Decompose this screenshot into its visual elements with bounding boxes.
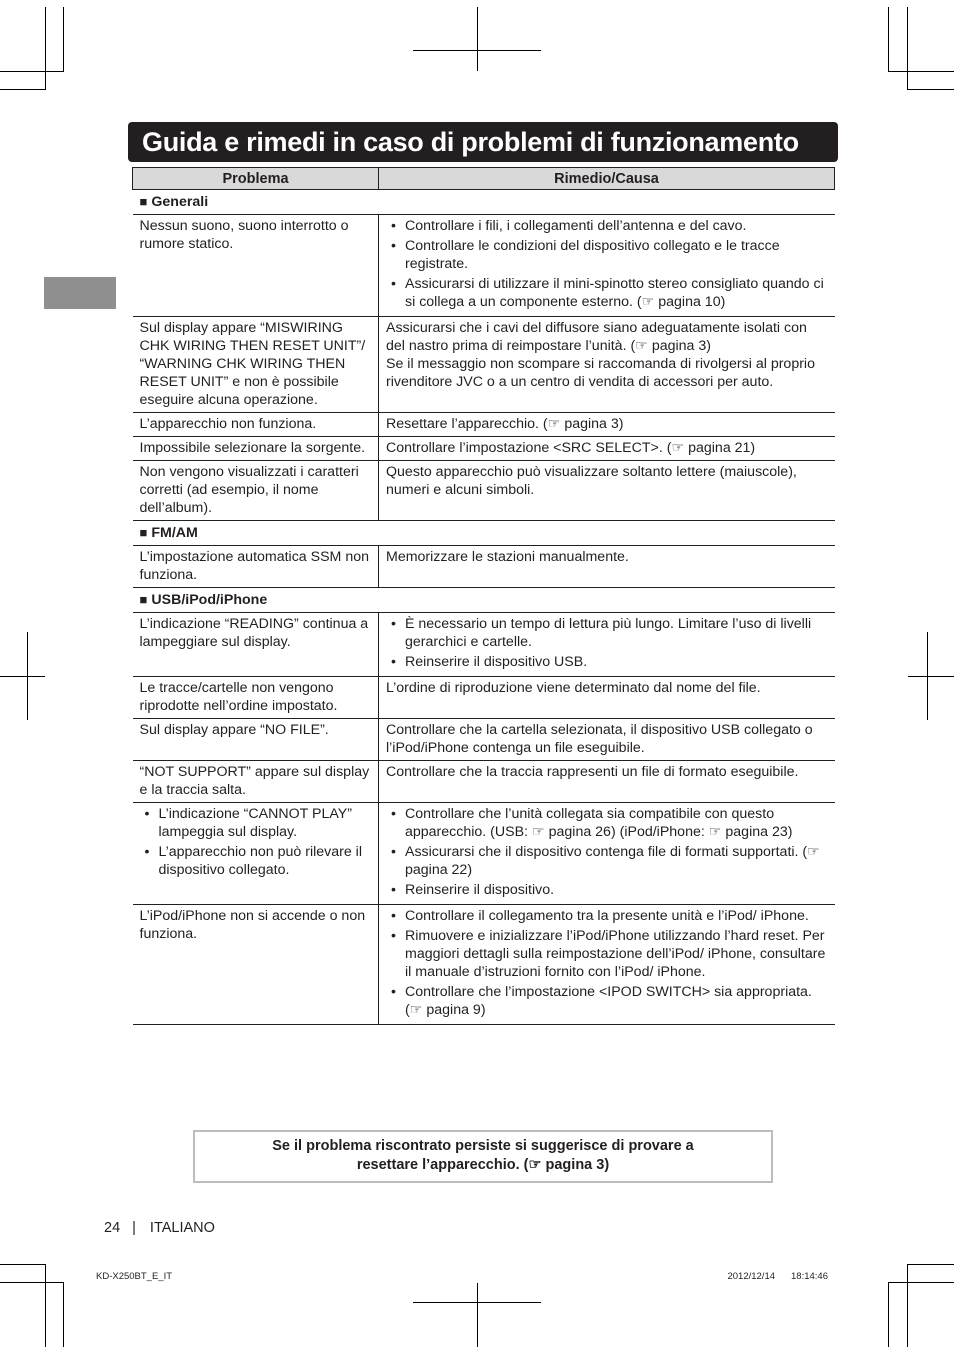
remedy-cell	[379, 905, 835, 1025]
remedy-column-header: Rimedio/Causa	[379, 168, 835, 190]
problem-cell	[133, 905, 379, 1025]
remedy-item: • Assicurarsi che il dispositivo contenga file di formati supportati. (☞ pagina 22)	[386, 843, 829, 879]
remedy-cell	[379, 215, 835, 317]
file-id: KD-X250BT_E_IT	[96, 1271, 173, 1282]
remedy-item: • Controllare che l’unità collegata sia compatibile con questo apparecchio. (USB: ☞ pagina 26) (iPod/iPhone: ☞ pagina 23)	[386, 805, 829, 841]
table-row	[133, 761, 835, 803]
section-title: FM/AM	[151, 525, 198, 541]
remedy-item: • È necessario un tempo di lettura più lungo. Limitare l’uso di livelli gerarchici e cartelle.	[386, 615, 829, 651]
problem-cell	[133, 317, 379, 413]
problem-cell	[133, 215, 379, 317]
remedy-text: Resettare l’apparecchio. (☞ pagina 3)	[386, 416, 624, 432]
table-row	[133, 613, 835, 677]
remedy-cell	[379, 613, 835, 677]
remedy-cell	[379, 761, 835, 803]
problem-text: Sul display appare “NO FILE”.	[139, 722, 329, 738]
remedy-item: • Controllare che l’impostazione <IPOD SWITCH> sia appropriata. (☞ pagina 9)	[386, 983, 829, 1019]
remedy-cell	[379, 803, 835, 905]
table-row	[133, 317, 835, 413]
section-header-cell	[133, 588, 835, 613]
problem-text: L’iPod/iPhone non si accende o non funziona.	[139, 908, 366, 942]
problem-item: • L’indicazione “CANNOT PLAY” lampeggia sul display.	[140, 805, 373, 841]
problem-text: L’impostazione automatica SSM non funziona.	[139, 549, 369, 583]
reset-note-line-1: Se il problema riscontrato persiste si suggerisce di provare a	[272, 1138, 694, 1154]
section-header-row	[133, 190, 835, 215]
problem-cell	[133, 803, 379, 905]
remedy-cell	[379, 317, 835, 413]
remedy-text: Memorizzare le stazioni manualmente.	[386, 549, 629, 565]
problem-cell	[133, 761, 379, 803]
remedy-item: • Reinserire il dispositivo USB.	[386, 653, 829, 671]
section-square-icon: ■	[139, 592, 148, 607]
problem-text: Impossibile selezionare la sorgente.	[139, 440, 366, 456]
section-header-cell	[133, 190, 835, 215]
table-row	[133, 437, 835, 461]
section-square-icon: ■	[139, 194, 148, 209]
print-timestamp	[727, 1271, 828, 1282]
remedy-text: Controllare che la cartella selezionata, il dispositivo USB collegato o l’iPod/iPhone contenga un file eseguibile.	[386, 722, 813, 756]
remedy-item: • Rimuovere e inizializzare l’iPod/iPhone utilizzando l’hard reset. Per maggiori dettagli sulla reimpostazione dell’iPod/ iPhone, consultare il manuale d’istruzioni fornito con l’iPod/ iPhone.	[386, 927, 829, 981]
remedy-cell	[379, 413, 835, 437]
table-row	[133, 803, 835, 905]
footer-language: ITALIANO	[149, 1220, 215, 1236]
problem-text: Le tracce/cartelle non vengono riprodotte nell’ordine impostato.	[139, 680, 338, 714]
remedy-text: Assicurarsi che i cavi del diffusore siano adeguatamente isolati con del nastro prima di reimpostare l’unità. (☞ pagina 3)	[386, 320, 807, 354]
remedy-cell	[379, 677, 835, 719]
remedy-cell	[379, 437, 835, 461]
problem-cell	[133, 719, 379, 761]
table-header-row	[133, 168, 835, 190]
table-row	[133, 677, 835, 719]
remedy-cell	[379, 719, 835, 761]
problem-text: L’indicazione “READING” continua a lampeggiare sul display.	[139, 616, 369, 650]
print-date: 2012/12/14	[727, 1271, 776, 1282]
remedy-list	[386, 615, 829, 671]
troubleshooting-table	[132, 167, 835, 1025]
problem-cell	[133, 677, 379, 719]
section-title: USB/iPod/iPhone	[151, 592, 268, 608]
remedy-text: Controllare che la traccia rappresenti un file di formato eseguibile.	[386, 764, 799, 780]
problem-text: Non vengono visualizzati i caratteri corretti (ad esempio, il nome dell’album).	[139, 464, 359, 516]
problem-cell	[133, 437, 379, 461]
footer-separator: |	[132, 1220, 136, 1236]
section-header-row	[133, 521, 835, 546]
remedy-item: • Controllare le condizioni del dispositivo collegato e le tracce registrate.	[386, 237, 829, 273]
remedy-text: Questo apparecchio può visualizzare soltanto lettere (maiuscole), numeri e alcuni simboli.	[386, 464, 797, 498]
remedy-text: Se il messaggio non scompare si raccomanda di rivolgersi al proprio rivenditore JVC o a un centro di vendita di accessori per auto.	[386, 356, 815, 390]
problem-list	[140, 805, 373, 879]
language-side-tab	[44, 277, 116, 309]
table-row	[133, 546, 835, 588]
print-time: 18:14:46	[791, 1271, 828, 1282]
problem-text: “NOT SUPPORT” appare sul display e la traccia salta.	[139, 764, 370, 798]
section-header-cell	[133, 521, 835, 546]
problem-cell	[133, 461, 379, 521]
remedy-cell	[379, 461, 835, 521]
remedy-item: • Assicurarsi di utilizzare il mini-spinotto stereo consigliato quando ci si collega a un componente esterno. (☞ pagina 10)	[386, 275, 829, 311]
table-row	[133, 905, 835, 1025]
reset-note-line-2: resettare l’apparecchio. (☞ pagina 3)	[356, 1157, 610, 1173]
remedy-text: L’ordine di riproduzione viene determinato dal nome del file.	[386, 680, 761, 696]
remedy-item: • Controllare i fili, i collegamenti dell’antenna e del cavo.	[386, 217, 829, 235]
reset-note-box	[193, 1130, 773, 1183]
page-title: Guida e rimedi in caso di problemi di funzionamento	[128, 122, 838, 162]
table-row	[133, 413, 835, 437]
remedy-item: • Reinserire il dispositivo.	[386, 881, 829, 899]
problem-text: Sul display appare “MISWIRING CHK WIRING THEN RESET UNIT”/ “WARNING CHK WIRING THEN RESET UNIT” e non è possibile eseguire alcuna operazione.	[139, 320, 366, 408]
table-row	[133, 215, 835, 317]
problem-cell	[133, 613, 379, 677]
remedy-cell	[379, 546, 835, 588]
section-square-icon: ■	[139, 525, 148, 540]
page-number: 24	[104, 1220, 121, 1236]
problem-item: • L’apparecchio non può rilevare il dispositivo collegato.	[140, 843, 373, 879]
table-body	[133, 190, 835, 1025]
problem-text: Nessun suono, suono interrotto o rumore statico.	[139, 218, 349, 252]
table-row	[133, 461, 835, 521]
table-row	[133, 719, 835, 761]
remedy-list	[386, 805, 829, 899]
remedy-list	[386, 907, 829, 1019]
problem-column-header: Problema	[133, 168, 379, 190]
problem-cell	[133, 413, 379, 437]
section-header-row	[133, 588, 835, 613]
page-footer	[104, 1220, 215, 1236]
remedy-list	[386, 217, 829, 311]
remedy-text: Controllare l’impostazione <SRC SELECT>. (☞ pagina 21)	[386, 440, 756, 456]
problem-cell	[133, 546, 379, 588]
problem-text: L’apparecchio non funziona.	[139, 416, 317, 432]
section-title: Generali	[151, 194, 209, 210]
remedy-item: • Controllare il collegamento tra la presente unità e l’iPod/ iPhone.	[386, 907, 829, 925]
